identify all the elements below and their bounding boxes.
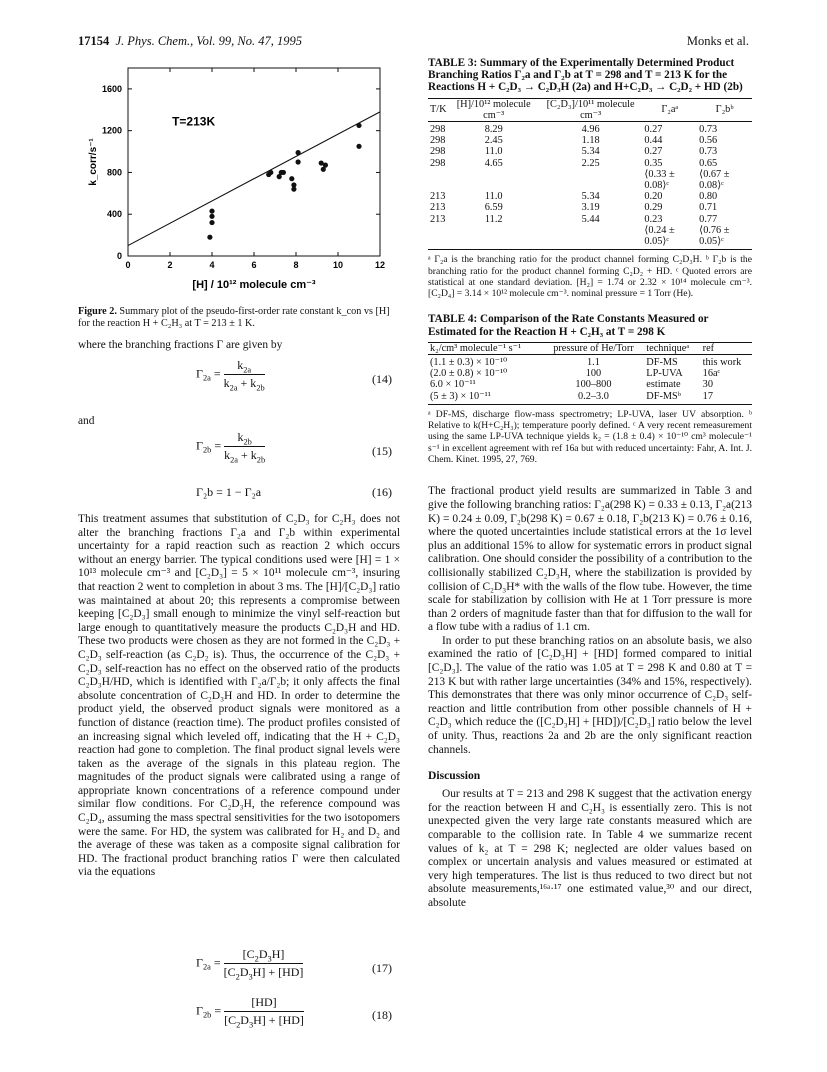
data-point (209, 208, 214, 213)
equation-number-16: (16) (372, 485, 392, 499)
journal-citation: J. Phys. Chem., Vol. 99, No. 47, 1995 (115, 34, 302, 48)
table3-row (428, 122, 752, 136)
table3-header-cell: Γ₂bᵇ (715, 104, 734, 116)
table3-cell: 0.35 (644, 157, 663, 169)
table4-row (428, 379, 752, 390)
table3-cell: 0.23 (644, 213, 663, 225)
plot-frame (128, 68, 380, 256)
y-tick-label: 0 (116, 251, 122, 261)
figure-caption (78, 306, 400, 330)
table3-header-cell: [C₂D₃]/10¹¹ molecule cm⁻³ (546, 98, 635, 121)
equation-number-17: (17) (372, 961, 392, 975)
table3-cell: 213 (430, 213, 446, 225)
left-column (78, 60, 400, 330)
figure-caption-text: Summary plot of the pseudo-first-order rate constant k_con vs [H] for the reaction H + C₂H₃ at T = 213 ± 1 K. (78, 306, 390, 329)
table3-row (428, 191, 752, 202)
equation-16: Γ₂b = 1 − Γ₂a (196, 485, 262, 499)
table3-cell (428, 225, 449, 247)
table3-cell (539, 225, 643, 247)
table3-cell: 6.59 (484, 202, 503, 214)
table4-footnote: ᵃ DF-MS, discharge flow-mass spectrometry; LP-UVA, laser UV absorption. ᵇ Relative to k(H+C₂H₃); temperature poorly defined. ᶜ A very recent remeasurement using the same LP-UVA technique yields k₂ = (1.8 ± 0.4) × 10⁻¹⁰ cm³ molecule⁻¹ s⁻¹ in excellent agreement with ref 16a but with reduced uncertainty: Fahr, A. Int. J. Chem. Kinet. 1995, 27, 769. (428, 408, 752, 466)
data-point (323, 163, 328, 168)
table3-cell: 2.25 (581, 157, 600, 169)
table3-cell: 0.27 (644, 124, 663, 136)
equation-14: $\Gamma_{2a}$ = $\frac{k_{2a}}{k_{2a} + k_{2b}}$ (196, 358, 265, 393)
table3-cell (428, 169, 449, 191)
data-point (296, 159, 301, 164)
table4-header-cell: ref (702, 342, 715, 354)
right-column (428, 57, 752, 911)
y-tick-label: 1200 (101, 125, 122, 136)
table3-row (428, 169, 752, 191)
table4-header-cell: pressure of He/Torr (553, 342, 634, 354)
table4 (428, 342, 752, 402)
table3-cell: 1.18 (581, 135, 600, 147)
table3-cell: 0.56 (699, 135, 718, 147)
table4-cell: this work (702, 357, 742, 369)
table3 (428, 98, 752, 248)
table3-cell (449, 169, 539, 191)
data-point (207, 235, 212, 240)
table3-cell: 11.0 (484, 146, 503, 158)
x-tick-label: 2 (167, 260, 173, 270)
table3-cell: 0.77 (699, 213, 718, 225)
table3-cell: 298 (430, 135, 446, 147)
table4-header-cell: techniqueᵃ (646, 342, 690, 354)
table3-cell: 0.65 (699, 157, 718, 169)
table3-row (428, 202, 752, 213)
table3-cell: 5.34 (581, 146, 600, 158)
table4-header (428, 342, 752, 354)
table3-row (428, 146, 752, 157)
page-number: 17154 (78, 34, 110, 48)
table3-row (428, 158, 752, 169)
table3-cell: 4.65 (484, 157, 503, 169)
table3-cell: 213 (430, 202, 446, 214)
chart-annotation: T=213K (172, 114, 216, 129)
table3-cell: 0.27 (644, 146, 663, 158)
table4-cell: 16aᶜ (702, 368, 721, 380)
running-header (78, 34, 302, 49)
figure-label: Figure 2. (78, 306, 117, 317)
paragraph-branching-intro: where the branching fractions Γ are given by (78, 339, 283, 351)
data-point (356, 144, 361, 149)
y-tick-label: 400 (106, 209, 122, 220)
table3-cell: 298 (430, 146, 446, 158)
table3-cell: 5.34 (581, 191, 600, 203)
table3-cell: 0.73 (699, 146, 718, 158)
table3-cell: 213 (430, 191, 446, 203)
y-tick-label: 1600 (101, 83, 122, 94)
y-tick-label: 800 (106, 167, 122, 178)
table3-cell: 11.2 (484, 213, 503, 225)
data-point (291, 182, 296, 187)
table3-row (428, 225, 752, 247)
table3-cell: 298 (430, 157, 446, 169)
paragraph-discussion: Our results at T = 213 and 298 K suggest that the activation energy for the reaction between H and C₂H₃ is essentially zero. This is not unexpected given the very large rate constants measured which are comparable to the collision rate. In Table 4 we summarize recent values of k₂ at T = 298 K; neglected are older values based on complex or uncertain analysis and values measured or estimated at very high temperatures. The list is thus reduced to two direct but not absolute measurements,¹⁶ᵃ·¹⁷ one estimated value,³⁰ and our direct, absolute (428, 788, 752, 909)
equation-number-14: (14) (372, 372, 392, 386)
table3-cell: 298 (430, 124, 446, 136)
data-point (209, 220, 214, 225)
table3-cell: 11.0 (484, 191, 503, 203)
table3-cell: ⟨0.33 ± 0.08⟩ᶜ (644, 168, 675, 192)
x-tick-label: 12 (374, 260, 386, 270)
table3-cell: 8.29 (484, 124, 503, 136)
equation-18: $\Gamma_{2b}$ = $\frac{[HD]}{[C_2D_3H] + [HD]}$ (196, 995, 304, 1030)
equation-number-15: (15) (372, 444, 392, 458)
data-point (356, 123, 361, 128)
table3-cell: 0.20 (644, 191, 663, 203)
table4-cell: (1.1 ± 0.3) × 10⁻¹⁰ (430, 357, 508, 369)
table3-cell: ⟨0.24 ± 0.05⟩ᶜ (644, 224, 675, 248)
table3-header (428, 98, 752, 121)
author-header: Monks et al. (686, 34, 749, 48)
x-tick-label: 4 (209, 260, 215, 270)
table4-cell: (2.0 ± 0.8) × 10⁻¹⁰ (430, 368, 508, 380)
section-heading-discussion: Discussion (428, 769, 481, 783)
x-tick-label: 0 (125, 260, 131, 270)
table4-cell: 17 (702, 390, 713, 402)
equation-number-18: (18) (372, 1008, 392, 1022)
table3-footnote: ᵃ Γ₂a is the branching ratio for the product channel forming C₂D₃H. ᵇ Γ₂b is the branching ratio for the product channel forming C₂D₂ + HD. ᶜ Quoted errors are statistical at one standard deviation. [H₂] = 1.74 or 2.32 × 10¹⁴ molecule cm⁻³. [C₂D₄] = 3.14 × 10¹² molecule cm⁻³. nominal pressure = 1 Torr (He). (428, 254, 752, 300)
table3-row (428, 135, 752, 146)
x-axis-label: [H] / 10¹² molecule cm⁻³ (192, 279, 316, 291)
table3-cell (449, 225, 539, 247)
conjunction-and: and (78, 415, 95, 427)
table4-cell: (5 ± 3) × 10⁻¹¹ (430, 390, 491, 402)
equation-15: $\Gamma_{2b}$ = $\frac{k_{2b}}{k_{2a} + k_{2b}}$ (196, 430, 266, 465)
table4-cell: estimate (646, 379, 681, 391)
table4-cell: 0.2–3.0 (578, 390, 609, 402)
table4-row (428, 368, 752, 379)
table3-header-cell: Γ₂aᵃ (661, 104, 679, 116)
table3-header-cell: [H]/10¹² molecule cm⁻³ (456, 98, 531, 121)
scatter-chart (78, 60, 400, 295)
table4-cell: 100 (585, 368, 602, 380)
data-point (289, 176, 294, 181)
equation-17: $\Gamma_{2a}$ = $\frac{[C_2D_3H]}{[C_2D_3H] + [HD]}$ (196, 947, 304, 982)
table3-cell: ⟨0.67 ± 0.08⟩ᶜ (699, 168, 730, 192)
table3-cell: 0.29 (644, 202, 663, 214)
table4-cell: 6.0 × 10⁻¹¹ (430, 379, 476, 391)
table3-cell: 3.19 (581, 202, 600, 214)
table4-cell: 1.1 (587, 357, 600, 369)
table4-header-cell: k₂/cm³ molecule⁻¹ s⁻¹ (430, 342, 522, 354)
table4-caption: TABLE 4: Comparison of the Rate Constants Measured or Estimated for the Reaction H + C₂H₃ at T = 298 K (428, 313, 709, 338)
table3-cell: 2.45 (484, 135, 503, 147)
table3-cell: 4.96 (581, 124, 600, 136)
fit-line (128, 112, 380, 246)
table3-cell: 0.71 (699, 202, 718, 214)
table4-cell: 100–800 (575, 379, 612, 391)
paragraph-treatment: This treatment assumes that substitution of C₂D₃ for C₂H₃ does not alter the branching fractions Γ₂a and Γ₂b within experimental uncertainty for a rapid reaction such as reaction 2 which occurs without an energy barrier. The typical conditions used were [H] = 1 × 10¹³ molecule cm⁻³ and [C₂D₃] = 5 × 10¹¹ molecule cm⁻³, insuring that reaction 2 went to completion in about 3 ms. The [H]/[C₂D₃] ratio was maintained at about 20; this represents a compromise between keeping [C₂D₃] small enough to minimize the vinyl self-reaction but large enough to quantitatively measure the products C₂D₃H and HD. These two products were chosen as they are not formed in the C₂D₃ + C₂D₃ self-reaction (as C₂D₂ is). Thus, the occurrence of the C₂D₃ + C₂D₃ self-reaction has no effect on the observed ratio of the products C₂D₃H/HD, which is identified with Γ₂a/Γ₂b; it only affects the final absolute concentration of C₂D₃H and HD. In order to determine the product yield, the observed product signals were monitored as a function of distance (reaction time). The product profiles consisted of an increasing signal which leveled off, indicating that the H + C₂D₃ reaction had gone to completion. The final product signal levels were taken as the average of the signals in this plateau region. The magnitudes of the product signals were calibrated using a range of appropriate known concentrations of a reference compound under similar flow conditions. For C₂D₃H, the reference compound was C₂D₄, assuming the mass spectral sensitivities for the two isotopomers were the same. For HD, the system was calibrated for H₂ and D₂ and the average of these was taken as a composite signal calibration for HD. The fractional product branching ratios Γ were then calculated via the equations (78, 513, 400, 879)
paragraph-yield-results: The fractional product yield results are summarized in Table 3 and give the following branching ratios: Γ₂a(298 K) = 0.33 ± 0.13, Γ₂a(213 K) = 0.24 ± 0.09, Γ₂b(298 K) = 0.67 ± 0.18, Γ₂b(213 K) = 0.76 ± 0.16, where the quoted uncertainties include statistical errors at the 1σ level plus an additional 15% to allow for systematic errors in product signal calibration. One should consider the possibility of a contribution to the collisionally stabilized C₂D₃H, where the stabilization is provided by collision of C₂D₃H* with the walls of the flow tube. However, the time scale for stabilization by collision with He at 1 Torr pressure is more than 2 orders of magnitude faster than that for diffusion to the wall for a flow tube with a radius of 1.1 cm. (428, 485, 752, 634)
data-point (296, 150, 301, 155)
data-point (209, 214, 214, 219)
table3-cell: 5.44 (581, 213, 600, 225)
x-tick-label: 6 (251, 260, 257, 270)
table3-caption: TABLE 3: Summary of the Experimentally Determined Product Branching Ratios Γ₂a and Γ₂b at T = 298 and T = 213 K for the Reactions H + C₂D₃ → C₂D₃H (2a) and H+C₂D₃ → C₂D₂ + HD (2b) (428, 57, 743, 94)
paragraph-absolute-basis: In order to put these branching ratios on an absolute basis, we also examined the ratio of [C₂D₃H] + [HD] formed compared to initial [C₂D₃]. The value of the ratio was 1.05 at T = 298 K and 0.80 at T = 213 K but with rather large uncertainties (34% and 15%, respectively). This demonstrates that there was only minor occurrence of C₂D₃ self-reaction and little contribution from other possible channels of H + C₂D₃ which reduce the ([C₂D₃H] + [HD])/[C₂D₃] ratio below the level of unity. Thus, reactions 2a and 2b are the only significant reaction channels. (428, 634, 752, 756)
table3-cell: 0.80 (699, 191, 718, 203)
data-point (268, 170, 273, 175)
table3-row (428, 214, 752, 225)
y-axis-label: k_corr/s⁻¹ (88, 138, 99, 186)
table4-cell: LP-UVA (646, 368, 683, 380)
table4-cell: DF-MSᵇ (646, 390, 681, 402)
table3-cell: 0.73 (699, 124, 718, 136)
x-tick-label: 8 (293, 260, 299, 270)
table4-row (428, 391, 752, 402)
table3-header-cell: T/K (430, 104, 447, 116)
table4-row (428, 355, 752, 369)
data-point (281, 170, 286, 175)
table3-cell (539, 169, 643, 191)
table3-cell: 0.44 (644, 135, 663, 147)
table3-cell: ⟨0.76 ± 0.05⟩ᶜ (699, 224, 730, 248)
x-tick-label: 10 (332, 260, 344, 270)
table4-cell: 30 (702, 379, 713, 391)
table4-cell: DF-MS (646, 357, 678, 369)
